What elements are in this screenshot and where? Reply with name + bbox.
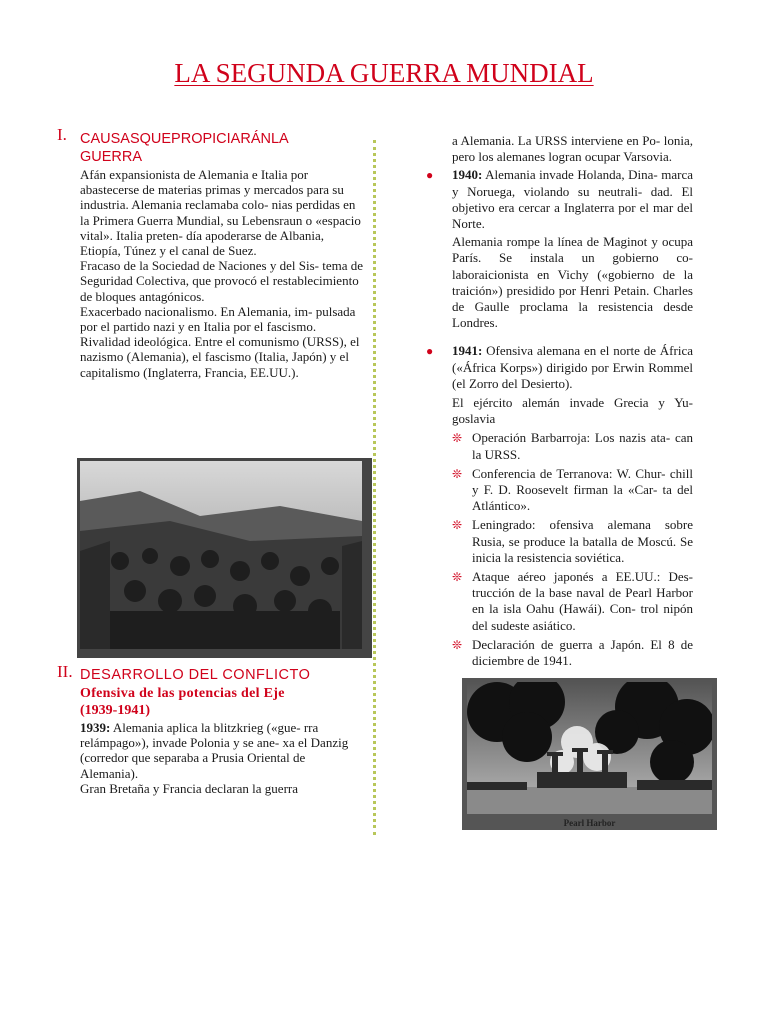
list-item: ❊ Declaración de guerra a Japón. El 8 de diciembre de 1941. — [452, 636, 693, 669]
paragraph-1939 — [80, 720, 365, 781]
paragraph: Exacerbado nacionalismo. En Alemania, im- pulsada por el partido nazi y en Italia por el fascismo. — [80, 303, 356, 335]
paragraph: a Alemania. La URSS interviene en Po- lonia, pero los alemanes logran ocupar Varsovia. — [452, 133, 693, 165]
year-label: 1941: — [452, 343, 483, 359]
section-1-heading-line1: CAUSASQUEPROPICIARÁNLA — [80, 131, 289, 147]
list-item: ❊ Conferencia de Terranova: W. Chur- chill y F. D. Roosevelt firman la «Car- ta del Atlántico». — [452, 465, 693, 514]
photo-caption: Pearl Harbor — [563, 818, 616, 828]
asterisk-bullet-icon: ❊ — [452, 466, 463, 481]
bullet-1940 — [426, 167, 693, 232]
text: Alemania aplica la blitzkrieg («gue- rra relámpago»), invade Polonia y se ane- xa el Danzig (corredor que separaba a Prusia Oriental de Alemania). — [80, 720, 349, 781]
soldiers-photo — [77, 458, 372, 658]
soldiers-photo-image — [80, 461, 362, 649]
section-2-body — [80, 720, 365, 796]
pearl-harbor-photo — [462, 678, 717, 830]
bullet-dot-icon: ● — [426, 168, 434, 183]
list-item: ❊ Leningrado: ofensiva alemana sobre Rusia, se produce la batalla de Moscú. Se inicia la resistencia soviética. — [452, 517, 693, 565]
paragraph: 1941: Ofensiva alemana en el norte de África («África Korps») dirigido por Erwin Rommel (el Zorro del Desierto). — [452, 343, 693, 391]
section-1-body — [80, 167, 365, 380]
bullet-1941 — [426, 343, 693, 392]
section-1-heading-line2: GUERRA — [80, 149, 143, 165]
year-label: 1940: — [452, 167, 483, 183]
pearl-harbor-image — [467, 682, 712, 814]
list-item: ❊ Operación Barbarroja: Los nazis ata- can la URSS. — [452, 430, 693, 462]
asterisk-bullet-icon: ❊ — [452, 570, 463, 585]
section-2-numeral: II. — [57, 662, 73, 681]
page-title: LA SEGUNDA GUERRA MUNDIAL — [174, 58, 594, 88]
asterisk-bullet-icon: ❊ — [452, 637, 463, 652]
section-2-subheading-line2: (1939-1941) — [80, 703, 150, 718]
paragraph: Afán expansionista de Alemania e Italia por abastecerse de materias primas y mercados para su industria. Alemania reclamaba colo- nias perdidas en la Primera Guerra Mundial, su Lebensraun o «espacio vital». Italia preten- día apoderarse de Albania, Etiopía, Túnez y el canal de Suez. — [80, 167, 361, 259]
section-2-heading: DESARROLLO DEL CONFLICTO — [80, 667, 311, 683]
paragraph: El ejército alemán invade Grecia y Yu- goslavia — [452, 395, 693, 427]
column-divider — [373, 140, 376, 835]
paragraph: Fracaso de la Sociedad de Naciones y del Sis- tema de Seguridad Colectiva, que provocó el restablecimiento de bloques antagónicos. — [80, 258, 364, 304]
paragraph: Alemania rompe la línea de Maginot y ocupa París. Se instala un gobierno co- laboraicionista en Vichy («gobierno de la traición») presidido por Henri Petain. Charles de Gaulle proclama la resistencia desde Londres. — [452, 234, 693, 331]
asterisk-bullet-icon: ❊ — [452, 431, 463, 446]
year-label: 1939: — [80, 720, 111, 735]
asterisk-bullet-icon: ❊ — [452, 518, 463, 533]
section-2-subheading-line1: Ofensiva de las potencias del Eje — [80, 686, 285, 701]
paragraph: 1940: Alemania invade Holanda, Dina- marca y Noruega, violando su neutrali- dad. El objetivo era cercar a Inglaterra por el mar del Norte. — [452, 167, 693, 232]
section-1-numeral: I. — [57, 125, 67, 144]
events-list — [430, 430, 693, 669]
bullet-dot-icon: ● — [426, 344, 434, 359]
paragraph: Gran Bretaña y Francia declaran la guerra — [80, 780, 298, 796]
right-column — [426, 133, 693, 672]
paragraph: Rivalidad ideológica. Entre el comunismo (URSS), el nazismo (Alemania), el fascismo (Italia, Japón) y el capitalismo (Inglaterra, Francia, EE.UU.). — [80, 334, 360, 380]
list-item: ❊ Ataque aéreo japonés a EE.UU.: Des- trucción de la base naval de Pearl Harbor en la isla Oahu (Hawái). Con- trol nipón del sudeste asiático. — [452, 569, 693, 633]
